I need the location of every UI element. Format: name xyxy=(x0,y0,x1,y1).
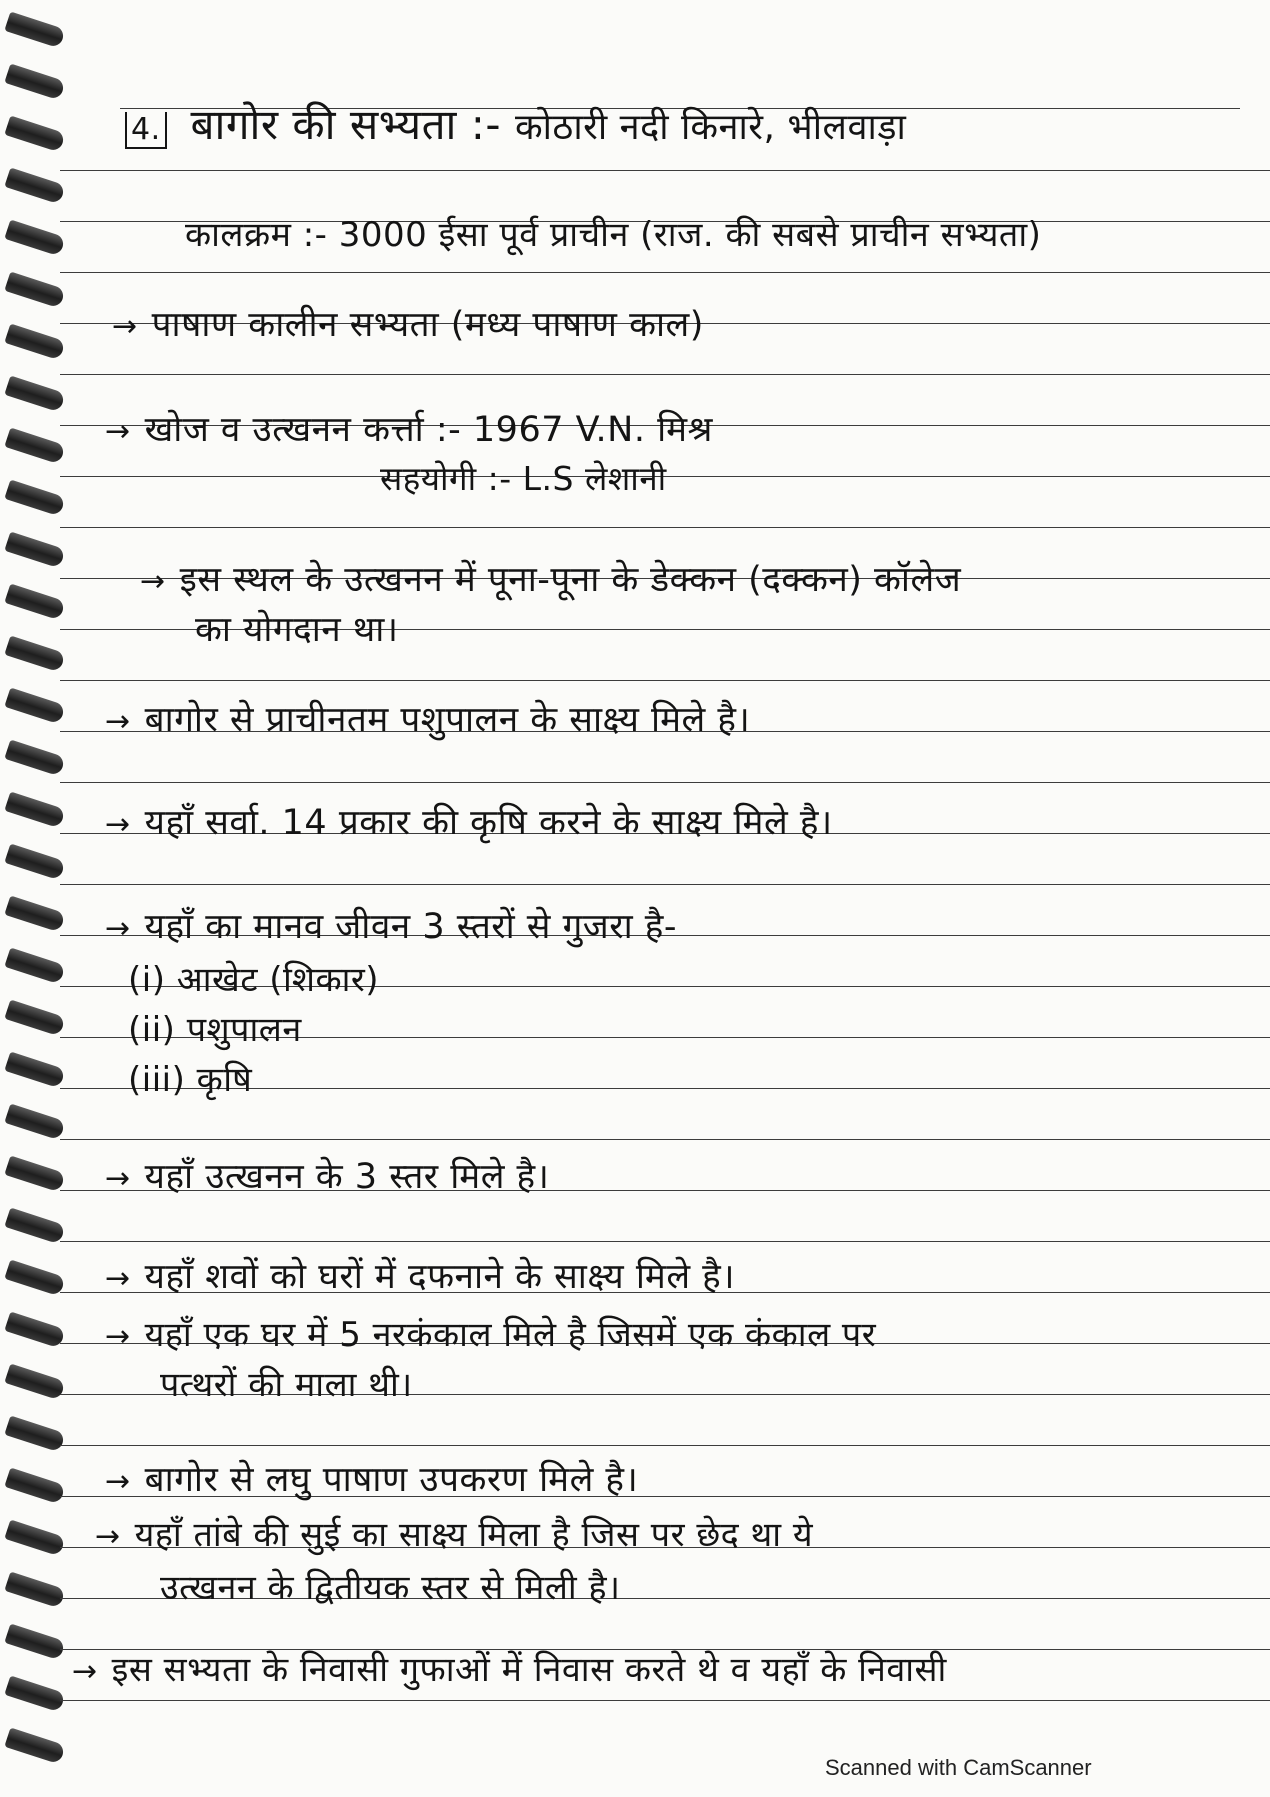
spiral-ring xyxy=(4,168,65,205)
spiral-ring xyxy=(4,272,65,309)
bullet-11-continued: उत्खनन के द्वितीयक स्तर से मिली है। xyxy=(160,1568,621,1608)
ruled-line xyxy=(60,374,1270,375)
bullet-2 xyxy=(105,405,713,452)
spiral-ring xyxy=(4,740,65,777)
bullet-9-continued: पत्थरों की माला थी। xyxy=(160,1365,413,1405)
section-number: 4. xyxy=(125,112,167,149)
arrow-icon: → xyxy=(105,1161,131,1196)
bullet-9-text: यहाँ एक घर में 5 नरकंकाल मिले है जिसमें एक कंकाल पर xyxy=(144,1315,877,1355)
bullet-10-text: बागोर से लघु पाषाण उपकरण मिले है। xyxy=(144,1460,639,1500)
arrow-icon: → xyxy=(105,1319,131,1354)
ruled-line xyxy=(60,1700,1270,1701)
bullet-1-text: पाषाण कालीन सभ्यता (मध्य पाषाण काल) xyxy=(151,305,704,345)
spiral-ring xyxy=(4,1208,65,1245)
bullet-1 xyxy=(112,300,704,347)
bullet-2-text: खोज व उत्खनन कर्त्ता :- 1967 V.N. मिश्र xyxy=(144,410,713,450)
ruled-line xyxy=(60,272,1270,273)
bullet-8 xyxy=(105,1252,735,1299)
bullet-3 xyxy=(140,555,961,602)
chronology-line: कालक्रम :- 3000 ईसा पूर्व प्राचीन (राज. की सबसे प्राचीन सभ्यता) xyxy=(185,215,1042,255)
spiral-ring xyxy=(4,428,65,465)
ruled-line xyxy=(60,527,1270,528)
stage-item: (iii) कृषि xyxy=(128,1060,253,1100)
bullet-5 xyxy=(105,798,833,845)
bullet-5-text: यहाँ सर्वा. 14 प्रकार की कृषि करने के साक्ष्य मिले है। xyxy=(144,803,833,843)
bullet-4-text: बागोर से प्राचीनतम पशुपालन के साक्ष्य मिले है। xyxy=(144,700,751,740)
scanner-watermark: Scanned with CamScanner xyxy=(825,1755,1092,1780)
spiral-ring xyxy=(4,1728,65,1765)
arrow-icon: → xyxy=(105,807,131,842)
spiral-ring xyxy=(4,948,65,985)
spiral-ring xyxy=(4,1364,65,1401)
arrow-icon: → xyxy=(105,704,131,739)
bullet-7-text: यहाँ उत्खनन के 3 स्तर मिले है। xyxy=(144,1157,550,1197)
bullet-3-continued: का योगदान था। xyxy=(195,610,399,650)
spiral-ring xyxy=(4,636,65,673)
spiral-ring xyxy=(4,1156,65,1193)
bullet-11-text: यहाँ तांबे की सुई का साक्ष्य मिला है जिस पर छेद था ये xyxy=(134,1515,814,1555)
section-heading: बागोर की सभ्यता :- xyxy=(190,100,502,149)
bullet-12-text: इस सभ्यता के निवासी गुफाओं में निवास करते थे व यहाँ के निवासी xyxy=(111,1650,947,1690)
spiral-binding xyxy=(0,0,70,1797)
spiral-ring xyxy=(4,1000,65,1037)
spiral-ring xyxy=(4,1312,65,1349)
spiral-ring xyxy=(4,1260,65,1297)
bullet-11 xyxy=(95,1510,813,1556)
spiral-ring xyxy=(4,376,65,413)
spiral-ring xyxy=(4,1572,65,1609)
bullet-12 xyxy=(72,1645,947,1691)
spiral-ring xyxy=(4,1676,65,1713)
arrow-icon: → xyxy=(105,1464,131,1499)
bullet-8-text: यहाँ शवों को घरों में दफनाने के साक्ष्य मिले है। xyxy=(144,1257,736,1297)
section-location: कोठारी नदी किनारे, भीलवाड़ा xyxy=(514,107,907,148)
spiral-ring xyxy=(4,1416,65,1453)
spiral-ring xyxy=(4,584,65,621)
ruled-line xyxy=(60,1139,1270,1140)
spiral-ring xyxy=(4,532,65,569)
bullet-4 xyxy=(105,695,750,742)
ruled-line xyxy=(60,680,1270,681)
spiral-ring xyxy=(4,1052,65,1089)
spiral-ring xyxy=(4,792,65,829)
ruled-line xyxy=(60,1445,1270,1446)
ruled-line xyxy=(60,884,1270,885)
spiral-ring xyxy=(4,844,65,881)
arrow-icon: → xyxy=(105,414,131,449)
spiral-ring xyxy=(4,12,65,49)
bullet-6 xyxy=(105,902,677,949)
spiral-ring xyxy=(4,324,65,361)
spiral-ring xyxy=(4,896,65,933)
stage-item: (i) आखेट (शिकार) xyxy=(128,960,380,1000)
spiral-ring xyxy=(4,1624,65,1661)
ruled-line xyxy=(60,170,1270,171)
spiral-ring xyxy=(4,688,65,725)
arrow-icon: → xyxy=(140,564,166,599)
arrow-icon: → xyxy=(72,1654,98,1689)
page-title xyxy=(125,95,906,152)
spiral-ring xyxy=(4,220,65,257)
bullet-6-text: यहाँ का मानव जीवन 3 स्तरों से गुजरा है- xyxy=(144,907,677,947)
arrow-icon: → xyxy=(95,1519,121,1554)
stage-item: (ii) पशुपालन xyxy=(128,1010,302,1050)
bullet-7 xyxy=(105,1152,549,1199)
spiral-ring xyxy=(4,480,65,517)
arrow-icon: → xyxy=(105,911,131,946)
ruled-line xyxy=(60,1241,1270,1242)
spiral-ring xyxy=(4,1520,65,1557)
bullet-2-assistant: सहयोगी :- L.S लेशानी xyxy=(380,459,667,498)
ruled-line xyxy=(60,782,1270,783)
spiral-ring xyxy=(4,64,65,101)
spiral-ring xyxy=(4,1104,65,1141)
spiral-ring xyxy=(4,1468,65,1505)
spiral-ring xyxy=(4,116,65,153)
bullet-10 xyxy=(105,1455,638,1502)
bullet-3-text: इस स्थल के उत्खनन में पूना-पूना के डेक्कन (दक्कन) कॉलेज xyxy=(179,560,962,600)
arrow-icon: → xyxy=(105,1261,131,1296)
bullet-9 xyxy=(105,1310,876,1356)
arrow-icon: → xyxy=(112,309,138,344)
